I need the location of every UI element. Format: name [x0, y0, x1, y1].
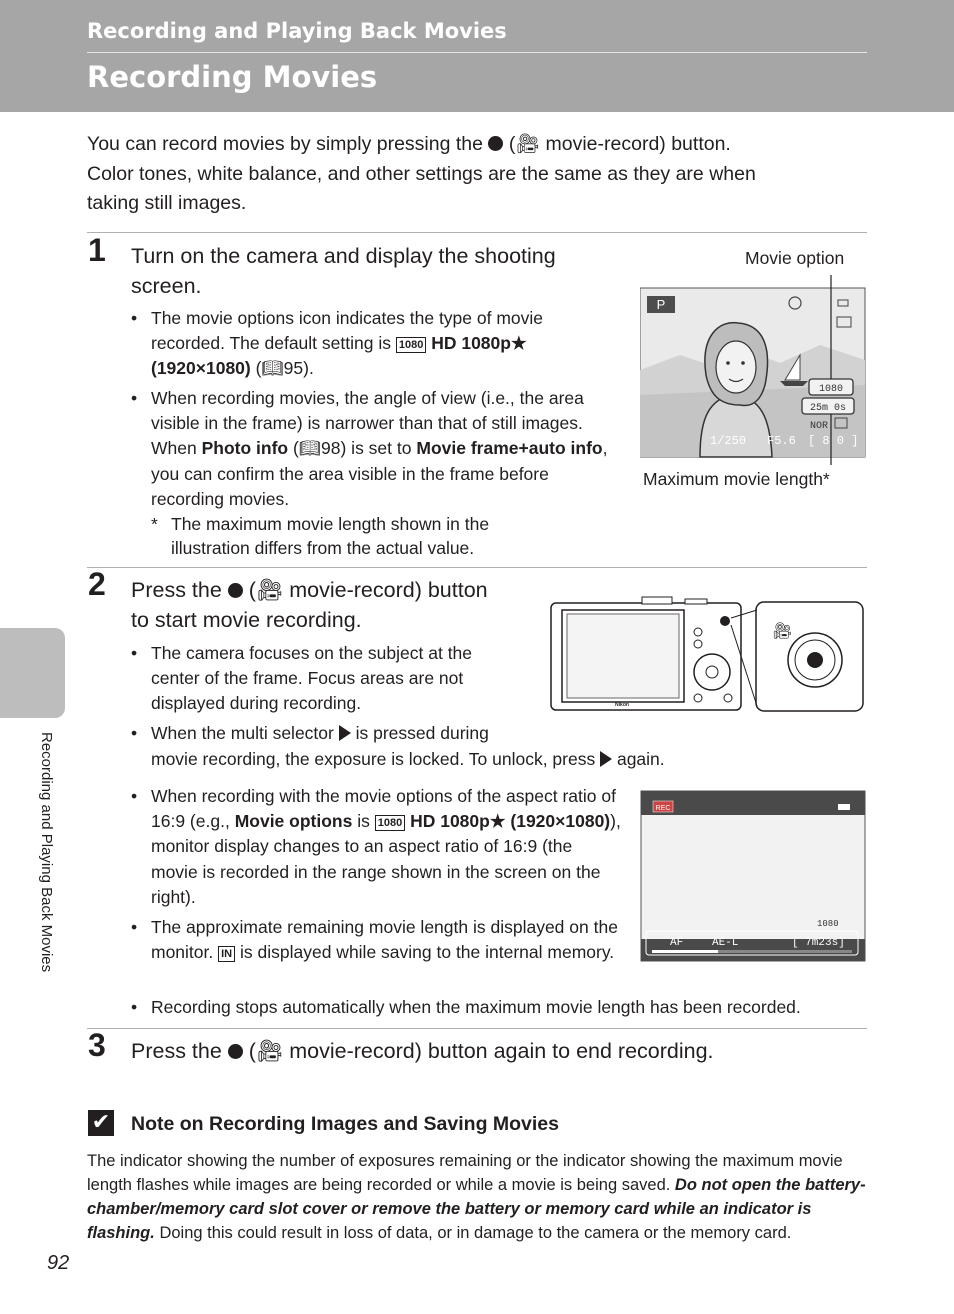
callout-max-movie-length: Maximum movie length*: [643, 469, 830, 489]
intro-paren: (: [508, 133, 516, 155]
movie-size-icon: 1080: [375, 815, 405, 831]
record-button-icon: [807, 652, 823, 668]
step-title: Press the (🎥︎ movie-record) button to start movie recording.: [131, 578, 488, 632]
image-quality-indicator: NOR: [810, 421, 829, 432]
step-title: Turn on the camera and display the shooting screen.: [131, 244, 556, 298]
intro-text: movie-record) button.: [545, 133, 731, 155]
chapter-tab[interactable]: [0, 628, 65, 718]
step-number: 1: [88, 232, 106, 268]
step-title: Press the (🎥︎ movie-record) button again to end recording.: [131, 1039, 714, 1063]
callout-movie-option: Movie option: [745, 248, 845, 268]
record-button-icon: [228, 583, 243, 598]
recording-progress-bar: [652, 950, 718, 953]
rec-indicator: REC: [655, 805, 671, 812]
list-item: • When recording movies, the angle of view (i.e., the area visible in the frame) is narrower than that of still images. When Photo info (📖︎98) is set to Movie frame+auto info, you can confirm the area visible in the frame before recording movies.: [131, 388, 608, 509]
reference-book-icon: 📖︎: [298, 438, 322, 459]
page-header: [0, 0, 954, 112]
multi-selector-right-icon: [600, 751, 612, 767]
camera-brand-label: Nikon: [615, 702, 629, 708]
reference-book-icon: 📖︎: [261, 358, 284, 379]
movie-option-indicator: 1080: [818, 384, 844, 395]
footnote: * The maximum movie length shown in the illustration differs from the actual value.: [151, 514, 490, 558]
aperture-value: F5.6: [767, 434, 796, 448]
step-number: 3: [88, 1027, 106, 1063]
exposures-remaining: [ 8 0 ]: [808, 434, 859, 448]
movie-record-button-small: [720, 616, 730, 626]
divider: [87, 1028, 867, 1029]
list-item: • The camera focuses on the subject at the center of the frame. Focus areas are not displayed during recording.: [131, 643, 473, 714]
shutter-speed: 1/250: [710, 434, 747, 448]
intro-paragraph: [87, 130, 847, 219]
note-body: The indicator showing the number of exposures remaining or the indicator showing the maximum movie length flashes while images are being recorded or while a movie is being saved. Do not open the battery-chamber/memory card slot cover or remove the battery or memory card while an indicator is flashing. Doing this could result in loss of data, or in damage to the camera or the memory card.: [87, 1152, 866, 1242]
note-check-icon: ✔: [88, 1110, 114, 1136]
af-indicator: AF: [670, 937, 684, 949]
camera-back-illustration: [550, 596, 866, 716]
internal-memory-icon: IN: [218, 946, 235, 962]
shooting-screen-illustration: [640, 275, 866, 465]
header-divider: [87, 52, 867, 53]
movie-record-icon: 🎥︎: [255, 1039, 284, 1063]
list-item: • When the multi selector is pressed during: [131, 723, 489, 743]
note-title: Note on Recording Images and Saving Movies: [131, 1113, 560, 1135]
list-item: • The approximate remaining movie length is displayed on the monitor. IN is displayed while saving to the internal memory.: [131, 917, 618, 963]
record-button-icon: [488, 136, 503, 151]
movie-record-icon: 🎥︎: [772, 621, 793, 640]
divider: [87, 232, 867, 233]
intro-text: You can record movies by simply pressing the: [87, 133, 483, 155]
intro-text: taking still images.: [87, 192, 247, 214]
movie-size-icon: 1080: [396, 337, 426, 353]
shooting-mode-label: P: [656, 297, 666, 312]
remaining-movie-length: [ 7m23s]: [792, 937, 845, 949]
max-movie-length-indicator: 25m 0s: [809, 403, 847, 414]
ae-lock-indicator: AE-L: [712, 937, 739, 949]
page-title: Recording Movies: [87, 60, 378, 94]
record-button-icon: [228, 1044, 243, 1059]
movie-size-indicator: 1080: [817, 919, 839, 929]
multi-selector-right-icon: [339, 725, 351, 741]
movie-record-icon: 🎥︎: [255, 578, 284, 602]
list-item: • The movie options icon indicates the type of movie recorded. The default setting is 1080 HD 1080p★ (1920×1080) (📖︎95).: [131, 308, 544, 379]
divider: [87, 567, 867, 568]
step-number: 2: [88, 566, 106, 602]
battery-icon: [838, 804, 850, 810]
section-title: Recording and Playing Back Movies: [87, 19, 507, 43]
recording-screen-illustration: [640, 790, 866, 962]
movie-record-icon: 🎥︎: [515, 133, 541, 155]
list-item: • When recording with the movie options of the aspect ratio of 16:9 (e.g., Movie options is 1080 HD 1080p★ (1920×1080)), monitor display changes to an aspect ratio of 16:9 (the movie is recorded in the range shown in the screen on the right).: [131, 786, 621, 907]
page-number: 92: [47, 1252, 70, 1274]
intro-text: Color tones, white balance, and other settings are the same as they are when: [87, 162, 756, 185]
list-item-continuation: movie recording, the exposure is locked. To unlock, press again.: [151, 749, 665, 769]
list-item: • Recording stops automatically when the maximum movie length has been recorded.: [131, 997, 801, 1017]
chapter-tab-label: Recording and Playing Back Movies: [38, 732, 55, 973]
